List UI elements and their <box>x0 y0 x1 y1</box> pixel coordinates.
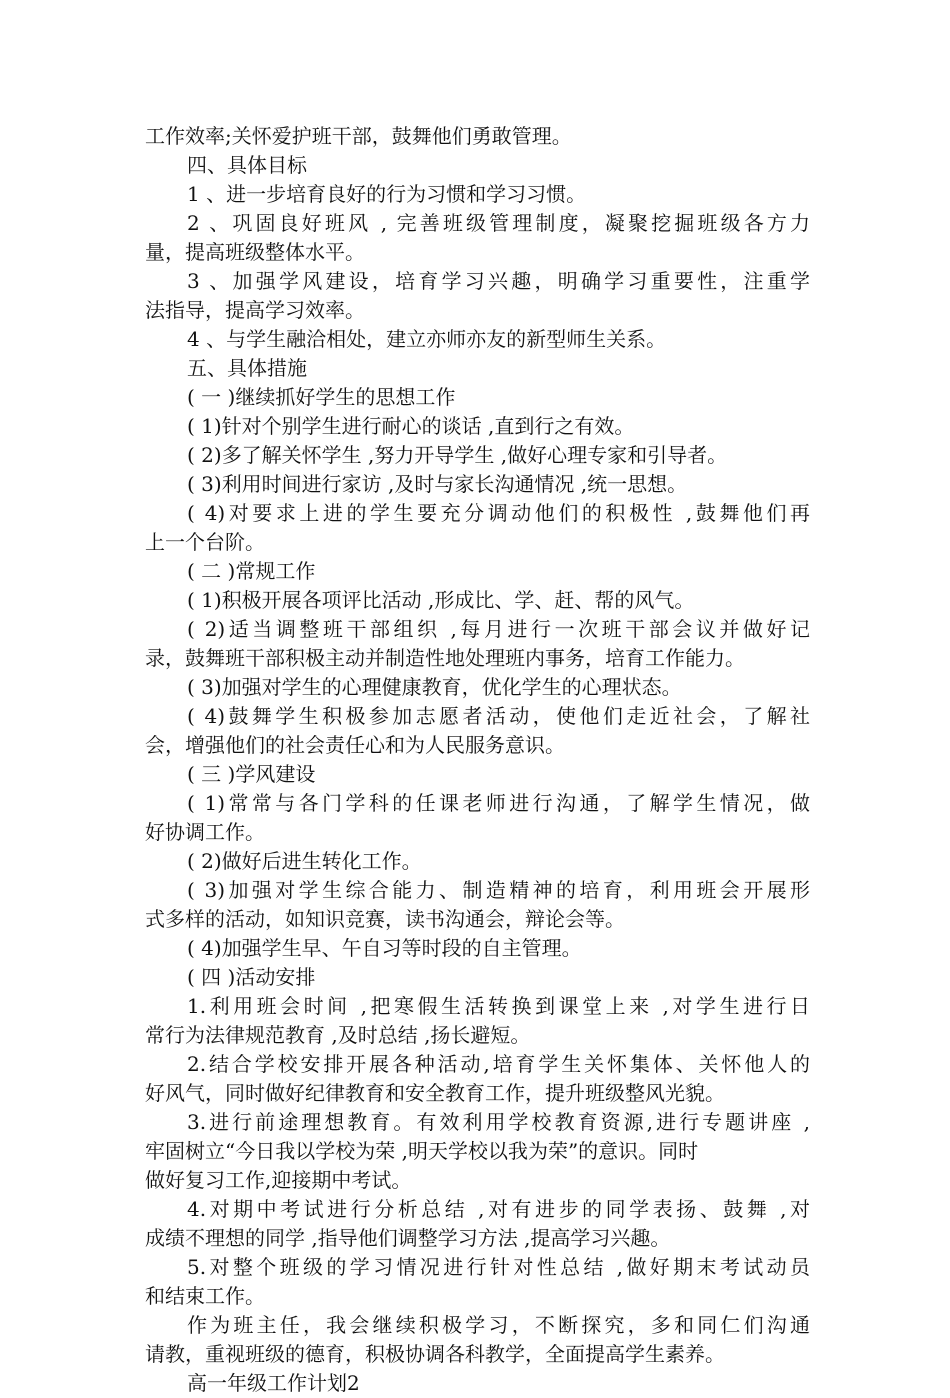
subsection-heading: ( 一 )继续抓好学生的思想工作 <box>187 385 456 409</box>
text-line: ( 4)鼓舞学生积极参加志愿者活动，使他们走近社会，了解社 <box>187 704 810 728</box>
subsection-heading: ( 四 )活动安排 <box>187 965 316 989</box>
section-heading: 高一年级工作计划2 <box>187 1371 360 1395</box>
text-line: 2 、巩固良好班风 , 完善班级管理制度，凝聚挖掘班级各方力 <box>187 211 810 235</box>
text-line: ( 3)加强对学生综合能力、制造精神的培育，利用班会开展形 <box>187 878 810 902</box>
text-line: 5.对整个班级的学习情况进行针对性总结 ,做好期末考试动员 <box>187 1255 810 1279</box>
document-body <box>145 122 810 1398</box>
text-line: ( 4)对要求上进的学生要充分调动他们的积极性 ,鼓舞他们再 <box>187 501 810 525</box>
text-line: ( 1)积极开展各项评比活动 ,形成比、学、赶、帮的风气。 <box>187 588 695 612</box>
text-line: 上一个台阶。 <box>145 530 265 554</box>
text-line: 好风气，同时做好纪律教育和安全教育工作，提升班级整风光貌。 <box>145 1081 725 1105</box>
text-line: 4 、与学生融洽相处，建立亦师亦友的新型师生关系。 <box>187 327 667 351</box>
text-line: 会，增强他们的社会责任心和为人民服务意识。 <box>145 733 565 757</box>
subsection-heading: ( 二 )常规工作 <box>187 559 316 583</box>
text-line: 工作效率;关怀爱护班干部，鼓舞他们勇敢管理。 <box>145 124 572 148</box>
section-heading: 四、具体目标 <box>187 153 307 177</box>
text-line: 量，提高班级整体水平。 <box>145 240 365 264</box>
text-line: 常行为法律规范教育 ,及时总结 ,扬长避短。 <box>145 1023 531 1047</box>
text-line: 牢固树立“今日我以学校为荣 ,明天学校以我为荣”的意识。同时 <box>145 1139 699 1163</box>
text-line: 和结束工作。 <box>145 1284 265 1308</box>
text-line: 3 、加强学风建设，培育学习兴趣，明确学习重要性，注重学 <box>187 269 810 293</box>
text-line: ( 2)多了解关怀学生 ,努力开导学生 ,做好心理专家和引导者。 <box>187 443 728 467</box>
text-line: 成绩不理想的同学 ,指导他们调整学习方法 ,提高学习兴趣。 <box>145 1226 671 1250</box>
text-line: 法指导，提高学习效率。 <box>145 298 365 322</box>
text-line: ( 4)加强学生早、午自习等时段的自主管理。 <box>187 936 582 960</box>
text-line: 3.进行前途理想教育。有效利用学校教育资源,进行专题讲座 , <box>187 1110 810 1134</box>
text-line: 录，鼓舞班干部积极主动并制造性地处理班内事务，培育工作能力。 <box>145 646 745 670</box>
text-line: 做好复习工作,迎接期中考试。 <box>145 1168 412 1192</box>
text-line: ( 2)做好后进生转化工作。 <box>187 849 422 873</box>
text-line: 作为班主任，我会继续积极学习，不断探究，多和同仁们沟通 <box>187 1313 810 1337</box>
text-line: ( 1)针对个别学生进行耐心的谈话 ,直到行之有效。 <box>187 414 635 438</box>
text-line: 1 、进一步培育良好的行为习惯和学习习惯。 <box>187 182 587 206</box>
text-line: 4.对期中考试进行分析总结 ,对有进步的同学表扬、鼓舞 ,对 <box>187 1197 810 1221</box>
text-line: 1.利用班会时间 ,把寒假生活转换到课堂上来 ,对学生进行日 <box>187 994 810 1018</box>
text-line: ( 3)加强对学生的心理健康教育，优化学生的心理状态。 <box>187 675 682 699</box>
text-line: 式多样的活动，如知识竞赛，读书沟通会，辩论会等。 <box>145 907 625 931</box>
subsection-heading: ( 三 )学风建设 <box>187 762 316 786</box>
text-line: ( 3)利用时间进行家访 ,及时与家长沟通情况 ,统一思想。 <box>187 472 688 496</box>
text-line: ( 2)适当调整班干部组织 ,每月进行一次班干部会议并做好记 <box>187 617 810 641</box>
section-heading: 五、具体措施 <box>187 356 307 380</box>
text-line: 请教，重视班级的德育，积极协调各科教学，全面提高学生素养。 <box>145 1342 725 1366</box>
text-line: 2.结合学校安排开展各种活动,培育学生关怀集体、关怀他人的 <box>187 1052 810 1076</box>
text-line: 好协调工作。 <box>145 820 265 844</box>
text-line: ( 1)常常与各门学科的任课老师进行沟通，了解学生情况，做 <box>187 791 810 815</box>
